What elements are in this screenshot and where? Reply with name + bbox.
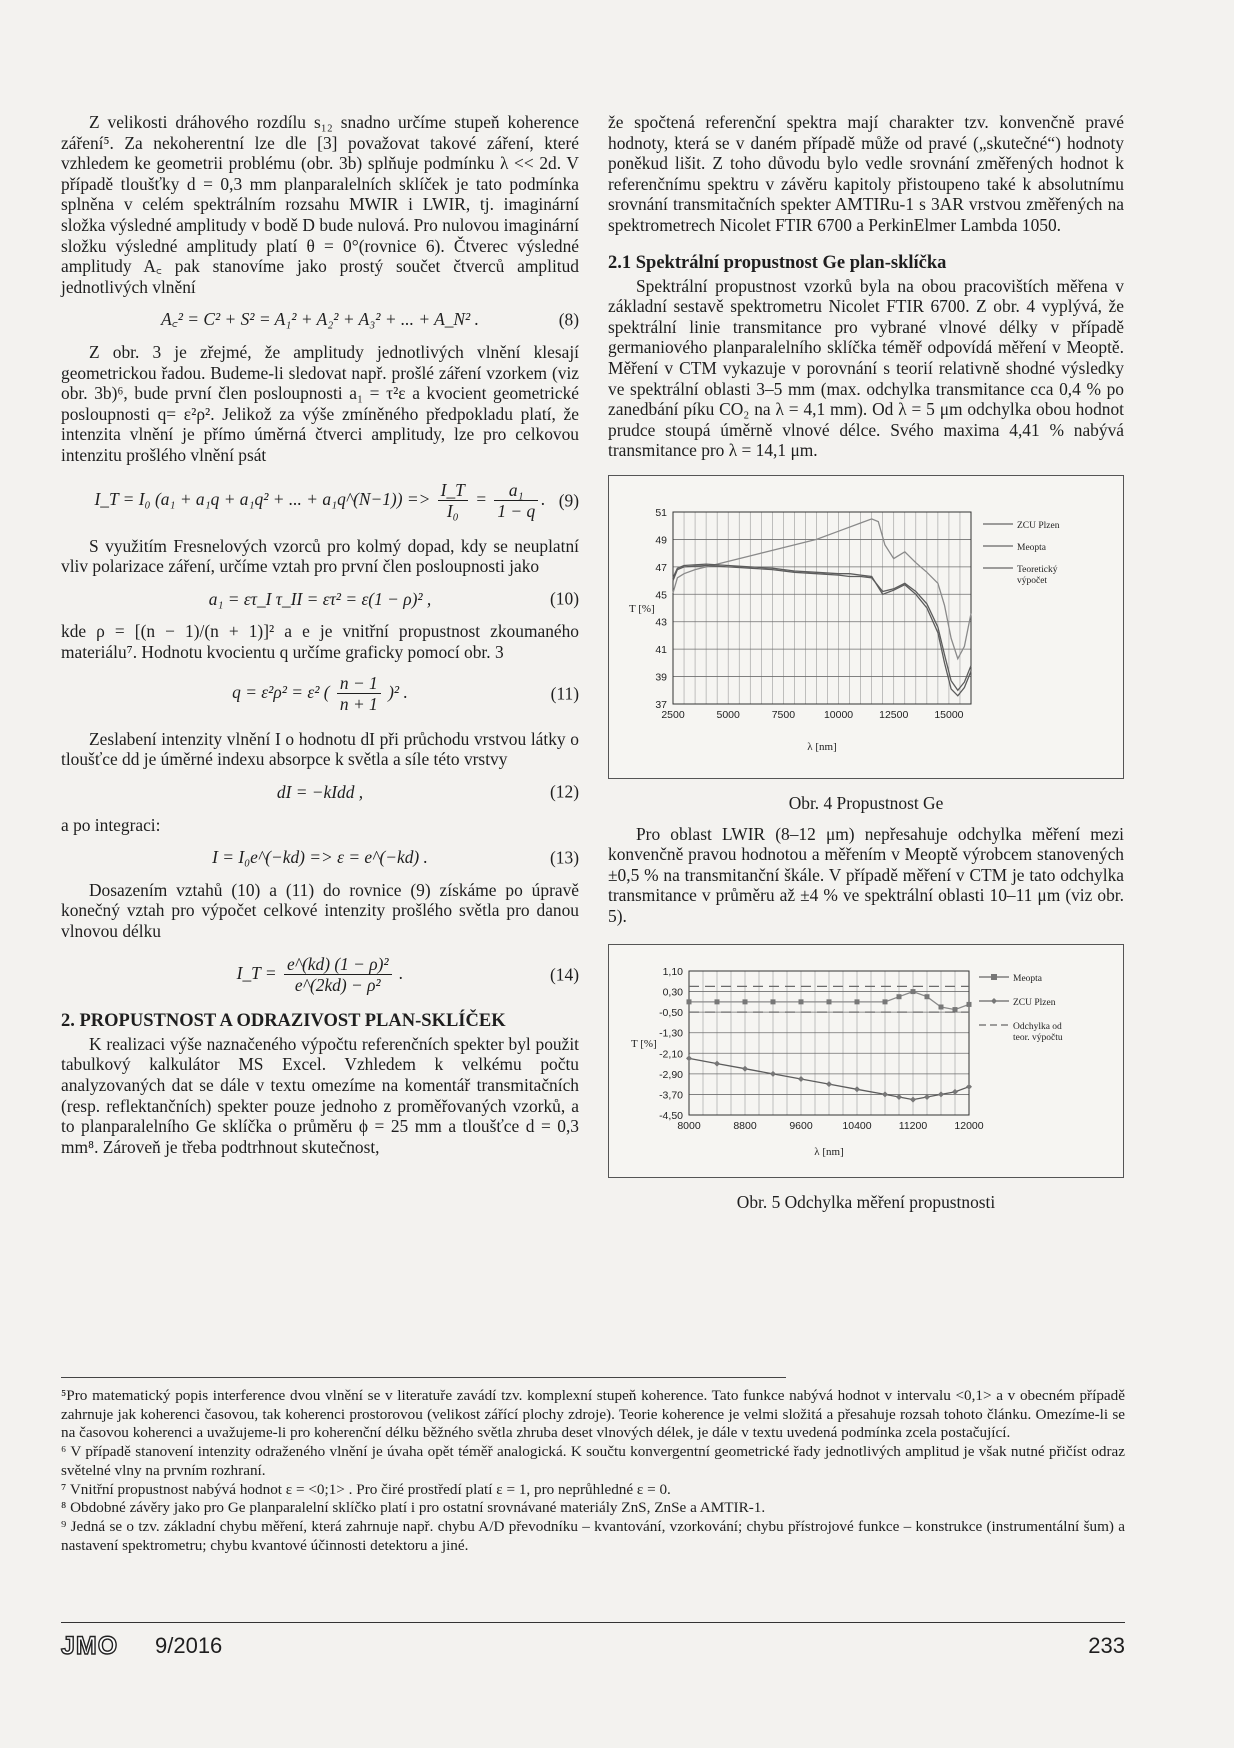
y-tick-label: 43 <box>655 616 667 629</box>
equation-10 <box>61 589 579 610</box>
equation-number: (10) <box>550 588 579 609</box>
y-tick-label: -4,50 <box>659 1110 683 1123</box>
data-point <box>771 1000 776 1005</box>
equation-11 <box>61 673 579 715</box>
x-axis-label: λ [nm] <box>807 740 837 753</box>
equation-body: I_T = I₀ (a₁ + a₁q + a₁q² + ... + a₁q^(N−1)) => $\frac{I\_T}{\text{I₀}}$ = $\frac{\text{a₁}}{1 - q}$ . <box>94 479 546 522</box>
equation-rhs: )² . <box>388 681 408 702</box>
data-point <box>686 1056 692 1062</box>
figure-caption: Obr. 5 Odchylka měření propustnosti <box>736 1192 996 1213</box>
y-tick-label: 39 <box>655 671 667 684</box>
legend-marker <box>991 974 997 980</box>
y-tick-label: -3,70 <box>659 1089 683 1102</box>
figure-caption: Obr. 4 Propustnost Ge <box>788 792 944 813</box>
footer-divider <box>61 1622 1125 1623</box>
paragraph: Spektrální propustnost vzorků byla na obou pracovištích měřena v základní sestavě spektrometru Nicolet FTIR 6700. Z obr. 4 vyplývá, že spektrální linie transmitance pro vybrané vlnové délky v případě germaniového planparalelního sklíčka téměř odpovídá měření v Meoptě. Měření v CTM vykazuje v porovnání s teorií relativně shodné výsledky ve spektrální oblasti 3–5 mm (max. odchylka transmitance cca 0,4 % po zanedbání píku CO₂ na λ = 4,1 mm). Od λ = 5 μm odchylka obou hodnot prudce stoupá úměrně vlnové délce. Svého maxima 4,41 % nabývá transmitance pro λ = 14,1 μm. <box>608 275 1124 461</box>
numerator: n − 1 <box>337 673 381 695</box>
data-point <box>910 1097 916 1103</box>
paragraph: Z obr. 3 je zřejmé, že amplitudy jednotlivých vlnění klesají geometrickou řadou. Budeme-li sledovat např. prošlé záření vzorkem (viz obr. 3b)⁶, bude první člen posloupnosti a₁ = τ²ε a kvocient geometrické posloupnosti q= ε²ρ². Jelikož za výše zmíněného předpokladu platí, že intenzita vlnění je přímo úměrná čtverci amplitudy, lze pro celkovou intenzitu prošlého vlnění psát <box>61 341 579 465</box>
footnotes <box>61 1387 1125 1555</box>
series-line <box>673 565 971 690</box>
y-tick-label: -2,10 <box>659 1048 683 1061</box>
numerator: a₁ <box>494 480 538 502</box>
data-point <box>826 1082 832 1088</box>
legend-label: Meopta <box>1013 974 1043 985</box>
equation-lhs: I_T = I₀ (a₁ + a₁q + a₁q² + ... + a₁q^(N−1)) => <box>94 488 435 509</box>
fraction <box>438 480 468 522</box>
denominator: 1 − q <box>497 501 536 522</box>
x-axis-label: λ [nm] <box>814 1146 844 1159</box>
page-number: 233 <box>1088 1633 1125 1658</box>
y-tick-label: 41 <box>655 644 667 657</box>
left-column <box>61 112 579 1157</box>
paragraph: Zeslabení intenzity vlnění I o hodnotu dI při průchodu vrstvou látky o tloušťce dd je úměrné indexu absorpce k světla a síle této vrstvy <box>61 728 579 770</box>
x-tick-label: 5000 <box>716 708 740 721</box>
y-tick-label: 51 <box>655 506 667 519</box>
x-tick-label: 10400 <box>842 1120 872 1133</box>
x-tick-label: 8000 <box>677 1120 701 1133</box>
data-point <box>770 1071 776 1077</box>
numerator: I_T <box>438 480 468 502</box>
paragraph: K realizaci výše naznačeného výpočtu referenčních spekter byl použit tabulkový kalkulátor MS Excel. Vzhledem k velkému počtu analyzovaných dat se dále v textu omezíme na komentář transmitačních (resp. reflektančních) spekter pouze jednoho z proměřovaných vzorků, a to planparalelního Ge sklíčka o průměru ϕ = 25 mm a tloušťce d = 0,3 mm⁸. Zároveň je třeba podtrhnout skutečnost, <box>61 1033 579 1157</box>
fraction <box>337 673 381 715</box>
equation-number: (13) <box>550 847 579 868</box>
data-point <box>687 1000 692 1005</box>
y-axis-label: T [%] <box>629 602 655 615</box>
x-tick-label: 10000 <box>823 708 854 721</box>
data-point <box>897 995 902 1000</box>
denominator: e^(2kd) − ρ² <box>294 975 381 996</box>
equation-number: (11) <box>550 683 579 704</box>
paragraph: že spočtená referenční spektra mají charakter tzv. konvenčně pravé hodnoty, která se v daném případě může od pravé („skutečné“) hodnoty poněkud lišit. Z toho důvodu bylo vedle srovnání změřených hodnot k referenčnímu spektru v závěru kapitoly přistoupeno také k absolutnímu srovnání transmitačních spekter AMTIRu-1 s 3AR vrstvou změřených na spektrometrech Nicolet FTIR 6700 a PerkinElmer Lambda 1050. <box>608 112 1124 235</box>
deviation-chart <box>609 945 1123 1177</box>
footnote: ⁵Pro matematický popis interference dvou vlnění se v literatuře zavádí tzv. komplexní stupeň koherence. Tato funkce nabývá hodnot v intervalu <0,1> a v obecném případě zahrnuje jak koherenci časovou, tak koherenci prostorovou (velikost zářící plochy zdroje). Teorie koherence je velmi složitá a přesahuje rozsah tohoto článku. Omezíme-li se na časovou koherenci a uvažujeme-li pro koherenční délku běžného světla zhruba deset vlnových délek, je dále v textu uvedená podmínka zcela postačující. <box>61 1387 1125 1442</box>
data-point <box>742 1066 748 1072</box>
y-tick-label: -1,30 <box>659 1028 683 1041</box>
data-point <box>896 1094 902 1100</box>
section-heading: 2. PROPUSTNOST A ODRAZIVOST PLAN-SKLÍČEK <box>61 1010 506 1031</box>
data-point <box>966 1084 972 1090</box>
right-column <box>608 112 1124 1223</box>
equation-body: A꜀² = C² + S² = A₁² + A₂² + A₃² + ... + A_N² . <box>161 309 479 330</box>
data-point <box>925 995 930 1000</box>
legend-label: výpočet <box>1017 575 1048 586</box>
data-point <box>938 1092 944 1098</box>
paragraph: a po integraci: <box>61 814 161 835</box>
equation-lhs: I_T = <box>236 962 277 983</box>
y-tick-label: 1,10 <box>662 966 683 979</box>
figure-4 <box>608 475 1124 779</box>
y-tick-label: 45 <box>655 589 667 602</box>
data-point <box>952 1089 958 1095</box>
y-tick-label: 47 <box>655 561 667 574</box>
footnote: ⁹ Jedná se o tzv. základní chybu měření, která zahrnuje např. chybu A/D převodníku – kvantování, vzorkování; chybu přístrojové funkce – konstrukce (instrumentální šum) a nastavení spektrometru; chybu kvantové účinnosti detektoru a jiné. <box>61 1517 1125 1554</box>
equation-body: I = I₀e^(−kd) => ε = e^(−kd) . <box>212 847 428 868</box>
data-point <box>953 1008 958 1013</box>
equals-sign: = <box>475 488 487 509</box>
y-axis-label: T [%] <box>631 1038 657 1051</box>
paragraph: Pro oblast LWIR (8–12 μm) nepřesahuje odchylka měření mezi konvenčně pravou hodnotou a měřením v Meoptě výrobcem stanovených ±0,5 % na transmitanční škále. V případě měření v CTM je tato odchylka transmitance v průměru až ±4 % ve spektrální oblasti 10–11 μm (viz obr. 5). <box>608 823 1124 926</box>
data-point <box>911 990 916 995</box>
data-point <box>714 1061 720 1067</box>
page-footer <box>61 1632 1125 1666</box>
series-line <box>673 564 971 696</box>
y-tick-label: -0,50 <box>659 1007 683 1020</box>
data-point <box>882 1092 888 1098</box>
legend-label: Meopta <box>1017 542 1047 553</box>
transmittance-chart <box>609 476 1123 778</box>
equation-number: (12) <box>550 782 579 803</box>
equation-lhs: q = ε²ρ² = ε² ( <box>232 681 330 702</box>
section-heading: 2.1 Spektrální propustnost Ge plan-sklíčka <box>608 252 947 273</box>
figure-5 <box>608 944 1124 1178</box>
paragraph: Dosazením vztahů (10) a (11) do rovnice (9) získáme po úpravě konečný vztah pro výpočet celkové intenzity prošlého světla pro danou vlnovou délku <box>61 879 579 941</box>
equation-body <box>232 673 408 715</box>
equation-number: (8) <box>558 309 579 330</box>
data-point <box>799 1000 804 1005</box>
fraction <box>494 480 538 522</box>
equation-number: (9) <box>558 490 579 511</box>
equation-rhs: . <box>398 962 404 983</box>
equation-13 <box>61 847 579 868</box>
x-tick-label: 15000 <box>934 708 964 721</box>
legend-label: Odchylka od <box>1013 1022 1062 1033</box>
data-point <box>854 1087 860 1093</box>
equation-14 <box>61 954 579 996</box>
y-tick-label: 49 <box>655 534 667 547</box>
data-point <box>939 1005 944 1010</box>
fraction <box>284 954 392 996</box>
footnote: ⁷ Vnitřní propustnost nabývá hodnot ε = <0;1> . Pro čiré prostředí platí ε = 1, pro neprůhledné ε = 0. <box>61 1480 671 1498</box>
x-tick-label: 9600 <box>789 1120 813 1133</box>
equation-body <box>237 954 404 996</box>
legend-label: ZCU Plzen <box>1013 998 1056 1009</box>
data-point <box>798 1076 804 1082</box>
data-point <box>883 1000 888 1005</box>
data-point <box>855 1000 860 1005</box>
data-point <box>827 1000 832 1005</box>
numerator: e^(kd) (1 − ρ)² <box>284 954 392 976</box>
issue-number: 9/2016 <box>155 1633 223 1658</box>
footnote-divider <box>61 1377 786 1378</box>
paragraph: S využitím Fresnelových vzorců pro kolmý dopad, kdy se neuplatní vliv polarizace záření, určíme vztah pro první člen posloupnosti jako <box>61 535 579 577</box>
legend-label: Teoretický <box>1017 564 1058 575</box>
equation-8 <box>61 309 579 330</box>
series-line <box>673 519 971 659</box>
footnote: ⁸ Obdobné závěry jako pro Ge planparalelní sklíčko platí i pro ostatní srovnávané materiály ZnS, ZnSe a AMTIR-1. <box>61 1499 766 1517</box>
x-tick-label: 12500 <box>879 708 909 721</box>
denominator: n + 1 <box>339 694 378 715</box>
y-tick-label: 0,30 <box>662 987 683 1000</box>
y-tick-label: 37 <box>655 698 667 711</box>
equation-body: dI = −kIdd , <box>276 782 364 803</box>
data-point <box>743 1000 748 1005</box>
x-tick-label: 7500 <box>771 708 796 721</box>
denominator: I₀ <box>446 501 459 522</box>
paragraph: Z velikosti dráhového rozdílu s₁₂ snadno určíme stupeň koherence záření⁵. Za nekoherentní lze dle [3] považovat takové záření, které vzhledem ke geometrii problému (obr. 3b) splňuje podmínku λ << 2d. V případě tloušťky d = 0,3 mm planparalelních sklíček je tato podmínka splněna v celém spektrálním rozsahu MWIR i LWIR, tj. imaginární složka výsledné amplitudy v bodě D bude nulová. Pro nulovou imaginární složku výsledné amplitudy platí θ = 0°(rovnice 6). Čtverec výsledné amplitudy A꜀ pak stanovíme jako prostý součet čtverců amplitud jednotlivých vlnění <box>61 112 579 297</box>
data-point <box>715 1000 720 1005</box>
x-tick-label: 8800 <box>733 1120 757 1133</box>
x-tick-label: 2500 <box>661 708 685 721</box>
legend-marker <box>991 998 997 1004</box>
x-tick-label: 12000 <box>954 1120 984 1133</box>
y-tick-label: -2,90 <box>659 1069 683 1082</box>
equation-12 <box>61 782 579 803</box>
equation-9 <box>61 480 579 522</box>
x-tick-label: 11200 <box>898 1120 928 1133</box>
data-point <box>967 1002 972 1007</box>
legend-label: ZCU Plzen <box>1017 520 1060 531</box>
footnote: ⁶ V případě stanovení intenzity odraženého vlnění je úvaha opět téměř analogická. K součtu konvergentní geometrické řady jednotlivých amplitud je však nutné přičíst odraz světelné vlny na prvním rozhraní. <box>61 1443 1125 1479</box>
data-point <box>924 1094 930 1100</box>
legend-label: teor. výpočtu <box>1013 1033 1063 1044</box>
equation-number: (14) <box>550 964 579 985</box>
journal-logo: JMO <box>61 1632 119 1660</box>
paragraph: kde ρ = [(n − 1)/(n + 1)]² a e je vnitřní propustnost zkoumaného materiálu⁷. Hodnotu kvocientu q určíme graficky pomocí obr. 3 <box>61 621 579 663</box>
equation-body: a₁ = ετ_I τ_II = ετ² = ε(1 − ρ)² , <box>208 588 432 609</box>
